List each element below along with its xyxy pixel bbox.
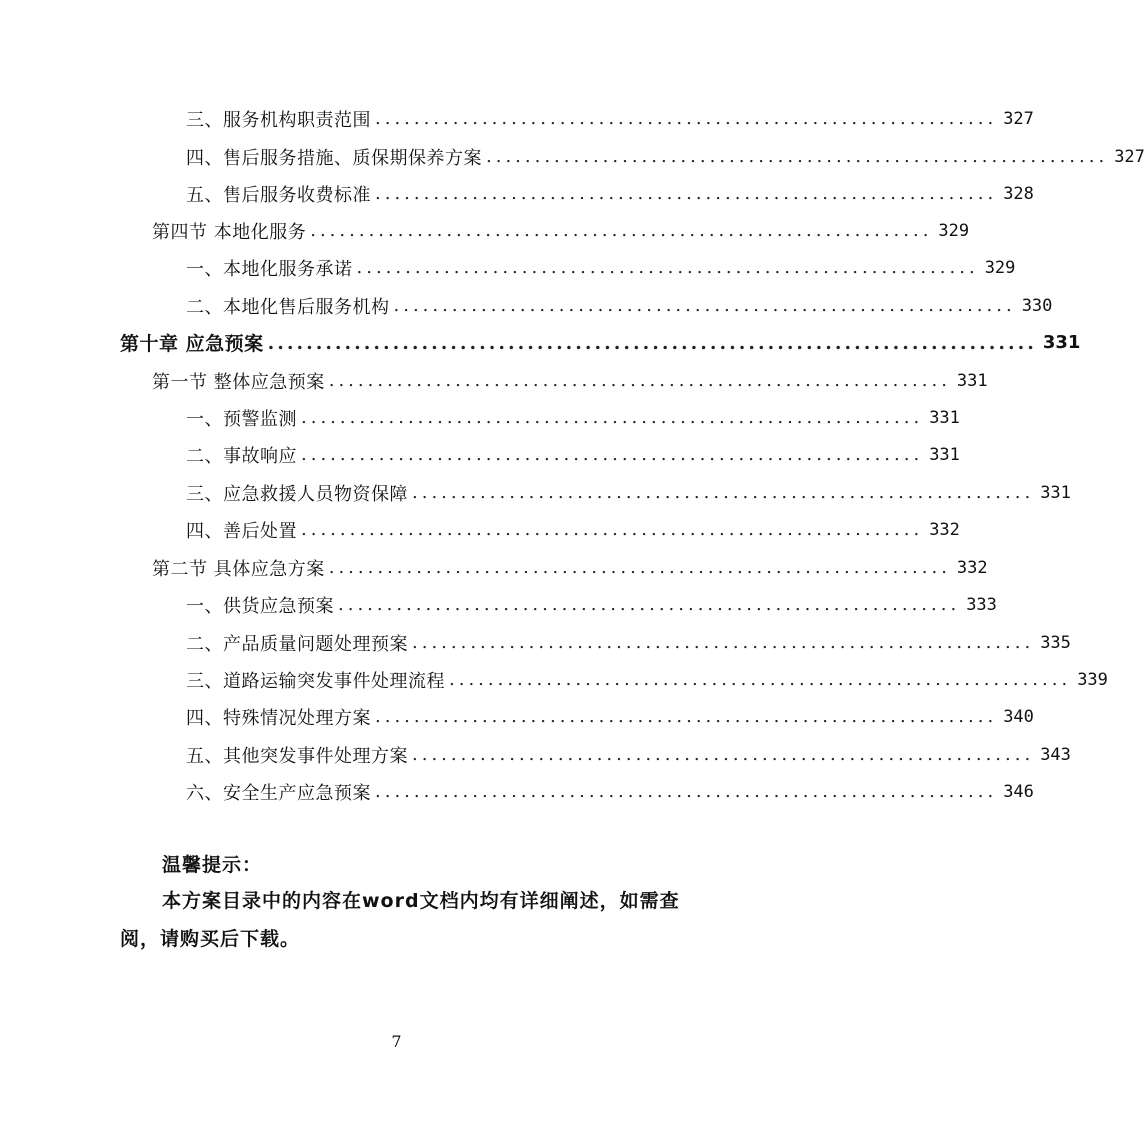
- toc-entry[interactable]: [186, 698, 1034, 735]
- toc-entry-page: 346: [1003, 781, 1034, 802]
- tip-heading: 温馨提示：: [162, 854, 263, 876]
- toc-entry-title: 二、产品质量问题处理预案: [186, 633, 408, 655]
- toc-entry-page: 330: [1021, 295, 1053, 316]
- toc-leader-dots: ................................................................: [393, 295, 1016, 316]
- toc-entry[interactable]: [186, 474, 1071, 511]
- toc-entry-page: 328: [1003, 183, 1034, 204]
- toc-leader-dots: ................................................................: [338, 594, 961, 615]
- toc-entry[interactable]: [186, 175, 1034, 212]
- toc-leader-dots: ................................................................: [486, 146, 1109, 167]
- toc-entry[interactable]: [186, 287, 1053, 324]
- toc-entry-title: 三、应急救援人员物资保障: [186, 483, 408, 505]
- toc-leader-dots: ................................................................................: [267, 331, 1037, 354]
- page-number: 7: [391, 1032, 402, 1051]
- toc-section-page: 331: [956, 370, 988, 391]
- toc-entry[interactable]: [186, 249, 1016, 286]
- toc-leader-dots: ................................................................: [449, 669, 1072, 690]
- toc-leader-dots: ................................................................: [375, 781, 998, 802]
- toc-entry-title: 一、预警监测: [186, 408, 297, 430]
- toc-entry-title: 二、事故响应: [186, 445, 297, 467]
- toc-entry[interactable]: [186, 436, 960, 473]
- toc-entry-title: 五、其他突发事件处理方案: [186, 745, 408, 767]
- toc-entry-title: 五、售后服务收费标准: [186, 184, 371, 206]
- toc-section[interactable]: [152, 362, 988, 399]
- toc-entry[interactable]: [186, 586, 997, 623]
- toc-leader-dots: ................................................................: [412, 632, 1035, 653]
- toc-entry-page: 332: [929, 519, 960, 540]
- toc-entry-page: 327: [1114, 146, 1145, 167]
- toc-entry-title: 三、服务机构职责范围: [186, 109, 371, 131]
- toc-entry-page: 333: [966, 594, 997, 615]
- toc-entry-page: 331: [929, 407, 960, 428]
- toc-section-title: 第一节 整体应急预案: [152, 371, 325, 393]
- toc-section-page: 332: [956, 557, 988, 578]
- toc-leader-dots: ................................................................: [301, 444, 924, 465]
- toc-entry-title: 六、安全生产应急预案: [186, 782, 371, 804]
- toc-entry-title: 四、售后服务措施、质保期保养方案: [186, 147, 482, 169]
- toc-leader-dots: ................................................................: [356, 257, 979, 278]
- toc-section-title: 第四节 本地化服务: [152, 221, 307, 243]
- toc-chapter[interactable]: [120, 324, 1081, 361]
- toc-entry-page: 331: [929, 444, 960, 465]
- toc-leader-dots: ................................................................: [412, 482, 1035, 503]
- toc-entry-page: 327: [1003, 108, 1034, 129]
- toc-entry[interactable]: [186, 100, 1034, 137]
- toc-leader-dots: ................................................................: [301, 407, 924, 428]
- toc-entry[interactable]: [186, 511, 960, 548]
- toc-leader-dots: ................................................................: [328, 557, 951, 578]
- toc-leader-dots: ................................................................: [310, 220, 933, 241]
- toc-entry[interactable]: [186, 624, 1071, 661]
- toc-entry-page: 329: [984, 257, 1016, 278]
- toc-section[interactable]: [152, 549, 988, 586]
- toc-entry-title: 三、道路运输突发事件处理流程: [186, 670, 445, 692]
- tip-body: 本方案目录中的内容在word文档内均有详细阐述，如需查阅，请购买后下载。: [120, 890, 680, 950]
- toc-leader-dots: ................................................................: [328, 370, 951, 391]
- toc-leader-dots: ................................................................: [412, 744, 1035, 765]
- toc-entry-title: 一、本地化服务承诺: [186, 258, 353, 280]
- toc-entry-page: 343: [1040, 744, 1071, 765]
- toc-entry[interactable]: [186, 399, 960, 436]
- toc-entry-page: 335: [1040, 632, 1071, 653]
- toc-entry[interactable]: [186, 773, 1034, 810]
- toc-entry-title: 四、特殊情况处理方案: [186, 707, 371, 729]
- toc-entry-page: 339: [1077, 669, 1108, 690]
- toc-entry[interactable]: [186, 661, 1108, 698]
- toc-leader-dots: ................................................................: [375, 706, 998, 727]
- toc-leader-dots: ................................................................: [301, 519, 924, 540]
- toc-chapter-title: 第十章 应急预案: [120, 333, 264, 355]
- toc-leader-dots: ................................................................: [375, 108, 998, 129]
- toc-entry-page: 340: [1003, 706, 1034, 727]
- toc-section-title: 第二节 具体应急方案: [152, 558, 325, 580]
- toc-entry[interactable]: [186, 736, 1071, 773]
- toc-entry-title: 一、供货应急预案: [186, 595, 334, 617]
- toc-leader-dots: ................................................................: [375, 183, 998, 204]
- toc-entry-page: 331: [1040, 482, 1071, 503]
- toc-section-page: 329: [938, 220, 970, 241]
- toc-section[interactable]: [152, 212, 970, 249]
- toc-entry-title: 四、善后处置: [186, 520, 297, 542]
- toc-entry[interactable]: [186, 138, 1145, 175]
- toc-entry-title: 二、本地化售后服务机构: [186, 296, 390, 318]
- toc-chapter-page: 331: [1042, 332, 1081, 353]
